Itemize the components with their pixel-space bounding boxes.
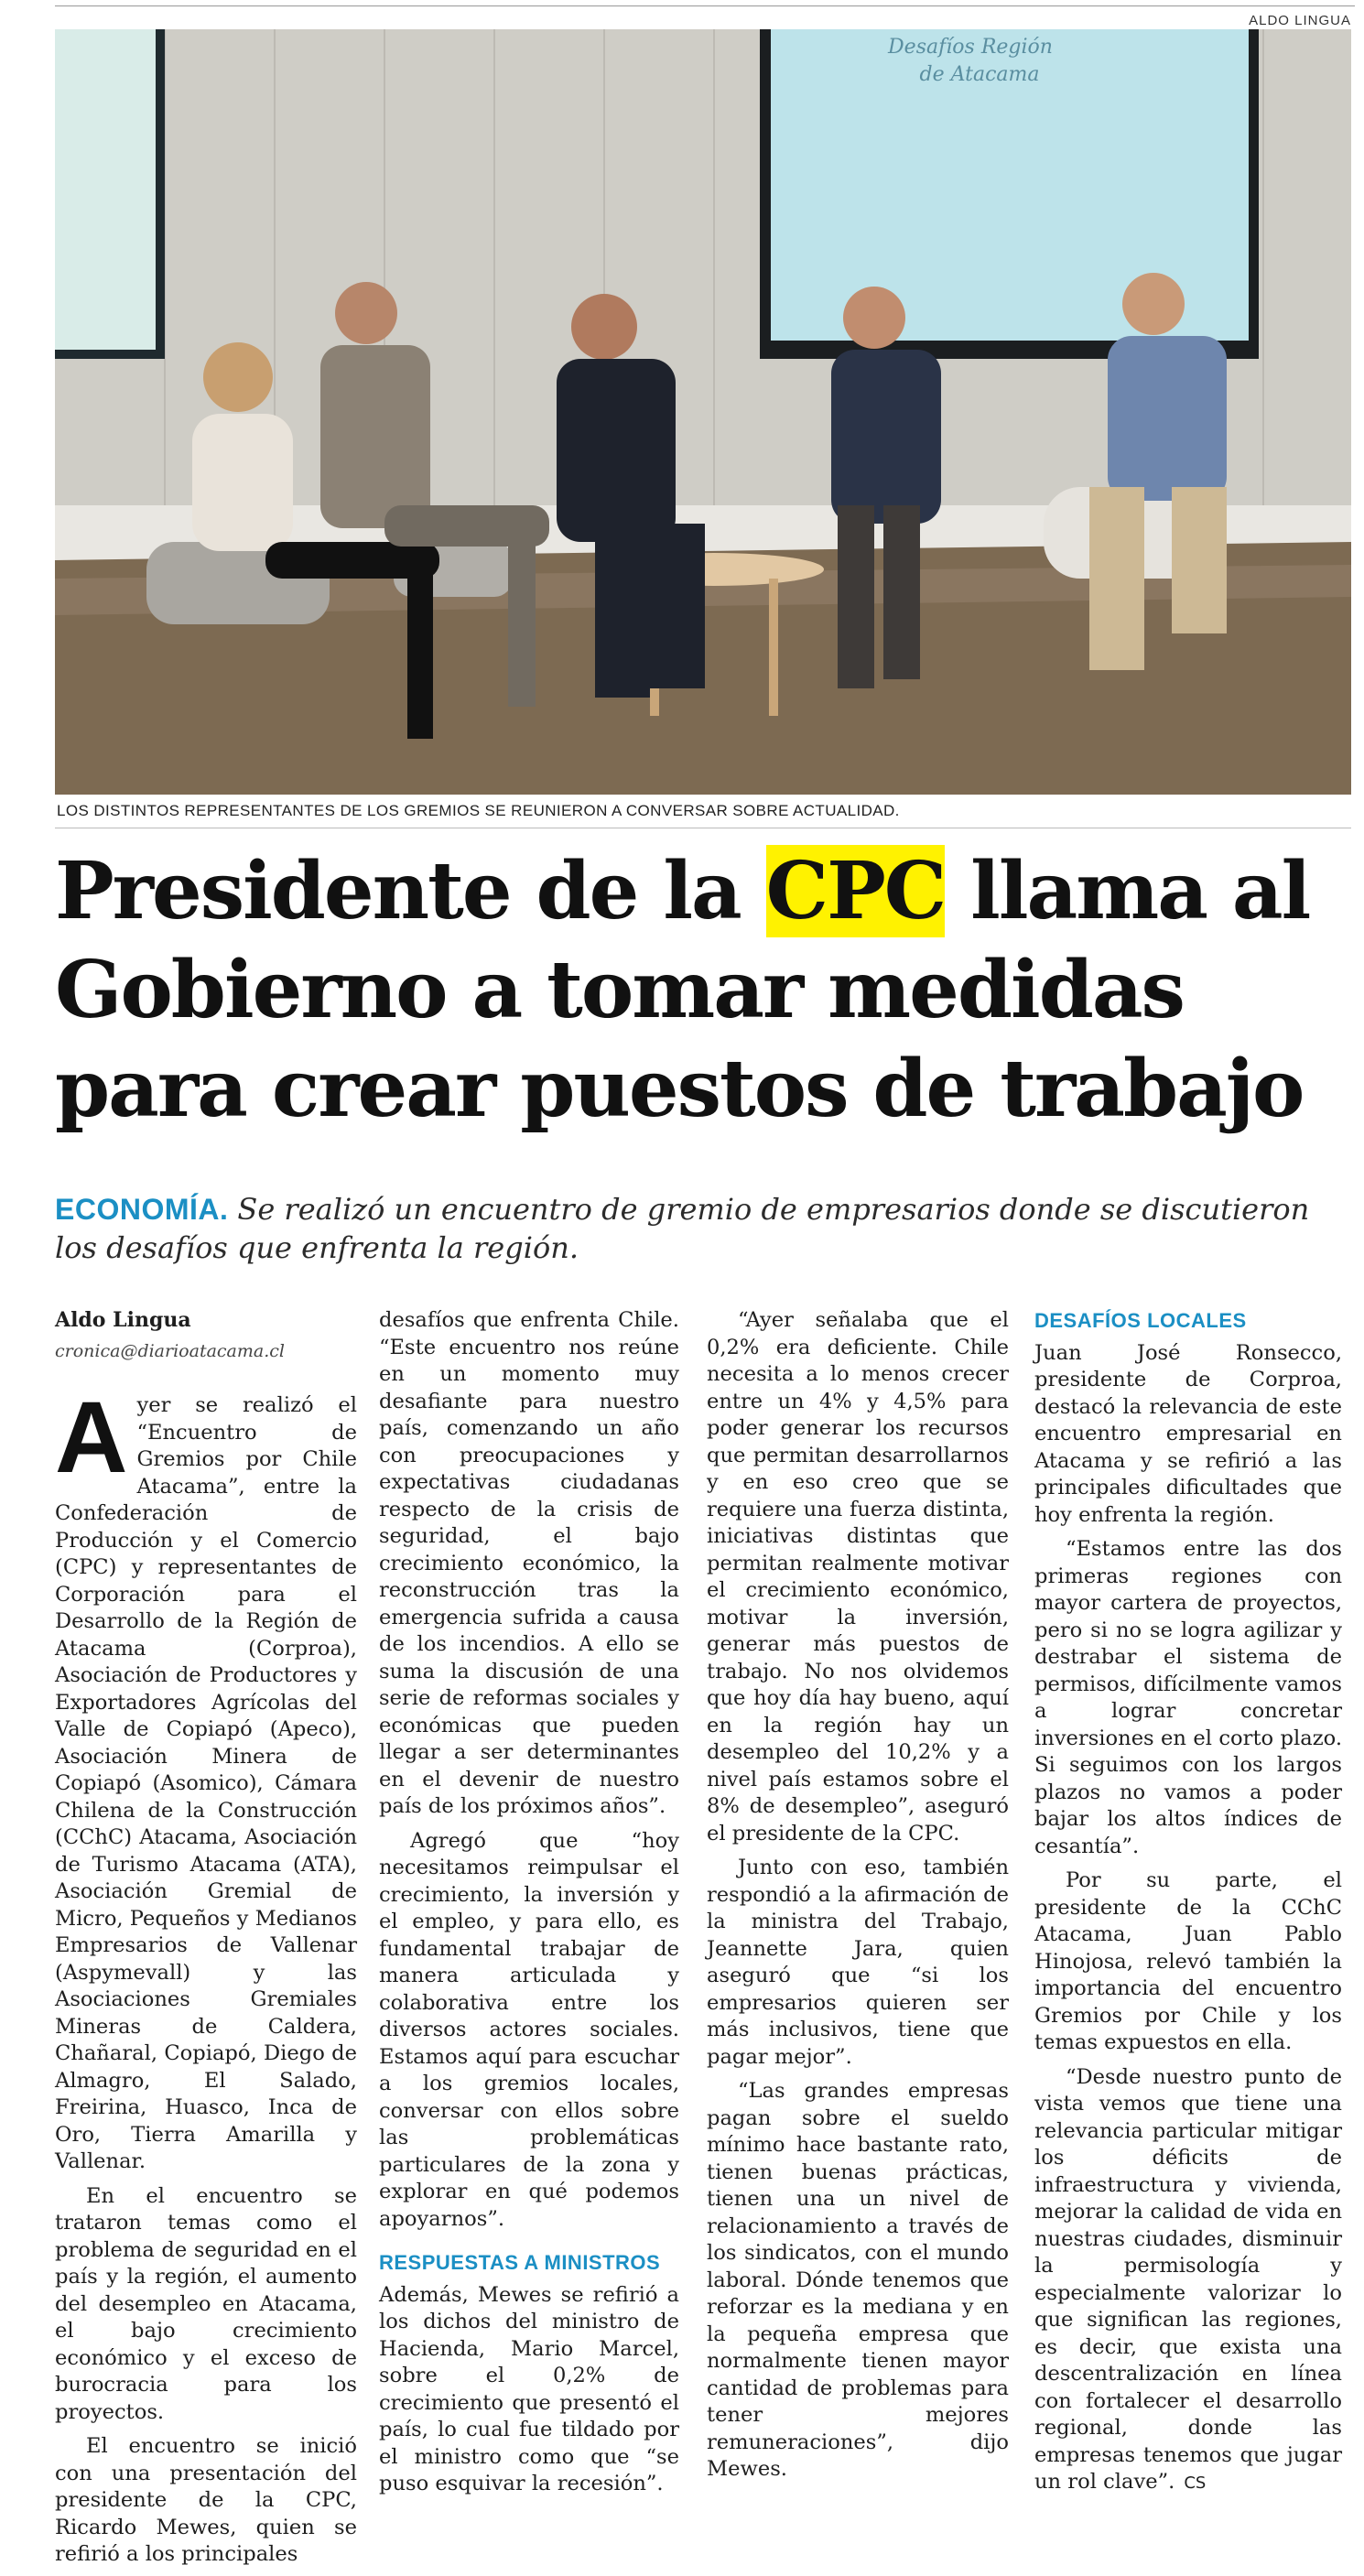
- byline-email: cronica@diarioatacama.cl: [55, 1340, 285, 1361]
- paragraph: “Estamos entre las dos primeras regiones con mayor cartera de proyectos, pero si no se logra agilizar y destrabar el sistema de permisos, difícilmente vamos a lograr concretar inversiones en el corto plazo. Si seguimos con los largos plazos no vamos a poder bajar los altos índices de cesantía”.: [1034, 1537, 1342, 1858]
- paragraph: El encuentro se inició con una presentación del presidente de la CPC, Ricardo Mewes, quien se refirió a los principales: [55, 2434, 357, 2566]
- photo-credit: ALDO LINGUA: [1249, 13, 1351, 28]
- paragraph: Además, Mewes se refirió a los dichos del ministro de Hacienda, Mario Marcel, sobre el 0,2% de crecimiento que presentó el país, lo cual fue tildado por el ministro como que “se puso esquivar la recesión”.: [379, 2282, 679, 2495]
- top-rule: [55, 5, 1355, 6]
- article-deck: [55, 1190, 1337, 1267]
- column-4: [1034, 1307, 1342, 2505]
- drop-cap: A: [55, 1381, 128, 1494]
- headline-part1: Presidente de la: [55, 845, 766, 937]
- paragraph: En el encuentro se trataron temas como el problema de seguridad en el país y la región, el aumento del desempleo en Atacama, el bajo crecimiento económico y el exceso de burocracia para los proyectos.: [55, 2183, 357, 2424]
- paragraph-text: yer se realizó el “Encuentro de Gremios por Chile Atacama”, entre la Confederación de Producción y el Comercio (CPC) y representantes de Corporación para el Desarrollo de la Región de Atacama (Corproa), Asociación de Productores y Exportadores Agrícolas del Valle de Copiapó (Apeco), Asociación Minera de Copiapó (Asomico), Cámara Chilena de la Construcción (CChC) Atacama, Asociación de Turismo Atacama (ATA), Asociación Gremial de Micro, Pequeños y Medianos Empresarios de Vallenar (Aspymevall) y las Asociaciones Gremiales Mineras de Caldera, Chañaral, Copiapó, Diego de Almagro, El Salado, Freirina, Huasco, Inca de Oro, Tierra Amarilla y Vallenar.: [55, 1393, 358, 2173]
- paragraph: Agregó que “hoy necesitamos reimpulsar el crecimiento, la inversión y el empleo, y para ello, es fundamental trabajar de manera articulada y colaborativa entre los diversos actores sociales. Estamos aquí para escuchar a los gremios locales, conversar con ellos sobre las problemáticas particulares de la zona y explorar en qué podemos apoyarnos”.: [379, 1828, 679, 2231]
- screen-title-line1: Desafíos Región: [888, 36, 1053, 59]
- paragraph: [1034, 2064, 1342, 2497]
- paragraph: Juan José Ronsecco, presidente de Corproa, destacó la relevancia de este encuentro empresarial en Atacama y se refirió a las principales dificultades que hoy enfrenta la región.: [1034, 1340, 1342, 1527]
- column-1: [55, 1307, 357, 2576]
- subhead-desafios: DESAFÍOS LOCALES: [1034, 1309, 1247, 1332]
- paragraph-text: “Desde nuestro punto de vista vemos que tiene una relevancia particular mitigar los déficits de infraestructura y vivienda, mejorar la calidad de vida en nuestras ciudades, disminuir la permisología y especialmente valorizar lo que significan las regiones, es decir, que exista una descentralización en línea con fortalecer el desarrollo regional, donde las empresas tenemos que jugar un rol clave”.: [1034, 2064, 1342, 2494]
- photo-caption: LOS DISTINTOS REPRESENTANTES DE LOS GREMIOS SE REUNIERON A CONVERSAR SOBRE ACTUALIDAD.: [57, 802, 900, 819]
- paragraph: Por su parte, el presidente de la CChC Atacama, Juan Pablo Hinojosa, relevó también la importancia del encuentro Gremios por Chile y los temas expuestos en ella.: [1034, 1868, 1342, 2054]
- column-3: [707, 1307, 1009, 2491]
- paragraph: desafíos que enfrenta Chile. “Este encuentro nos reúne en un momento muy desafiante para nuestro país, comenzando un año con preocupaciones y expectativas ciudadanas respecto de la crisis de seguridad, el bajo crecimiento económico, la reconstrucción tras la emergencia sufrida a causa de los incendios. A ello se suma la discusión de una serie de reformas sociales y económicas que pueden llegar a ser determinantes en el devenir de nuestro país de los próximos años”.: [379, 1308, 679, 1818]
- paragraph: “Las grandes empresas pagan sobre el sueldo mínimo hace bastante rato, tienen buenas prácticas, tienen una un nivel de relacionamiento a través de los sindicatos, con el mundo laboral. Dónde tenemos que reforzar es la mediana y en la pequeña empresa que normalmente tienen mayor cantidad de problemas para tener mejores remuneraciones”, dijo Mewes.: [707, 2079, 1009, 2481]
- screen-title-line2: de Atacama: [919, 63, 1040, 86]
- headline-highlight: CPC: [765, 845, 946, 937]
- headline: [55, 842, 1355, 1139]
- paragraph: Junto con eso, también respondió a la afirmación de la ministra del Trabajo, Jeannette Jara, quien aseguró que “si los empresarios quieren ser más inclusivos, tiene que pagar mejor”.: [707, 1856, 1009, 2069]
- subhead-respuestas: RESPUESTAS A MINISTROS: [379, 2251, 661, 2274]
- deck-text: Se realizó un encuentro de gremio de empresarios donde se discutieron los desafíos que enfrenta la región.: [55, 1192, 1310, 1265]
- paragraph: “Ayer señalaba que el 0,2% era deficiente. Chile necesita a lo menos crecer entre un 4% y 4,5% para poder generar los recursos que permitan desarrollarnos y en eso creo que se requiere una fuerza distinta, iniciativas distintas que permitan realmente motivar el crecimiento económico, motivar la inversión, generar más puestos de trabajo. No nos olvidemos que hoy día hay bueno, aquí en la región hay un desempleo del 10,2% y a nivel país estamos sobre el 8% de desempleo”, aseguró el presidente de la CPC.: [707, 1308, 1009, 1845]
- byline-author: Aldo Lingua: [55, 1308, 191, 1332]
- headline-part2: llama al Gobierno a tomar medidas para crear puestos de trabajo: [55, 845, 1310, 1135]
- section-tag: ECONOMÍA.: [55, 1193, 229, 1226]
- end-mark: CS: [1184, 2473, 1207, 2493]
- column-2: [379, 1307, 679, 2506]
- paragraph: [55, 1381, 358, 2176]
- article-photo: [55, 29, 1351, 795]
